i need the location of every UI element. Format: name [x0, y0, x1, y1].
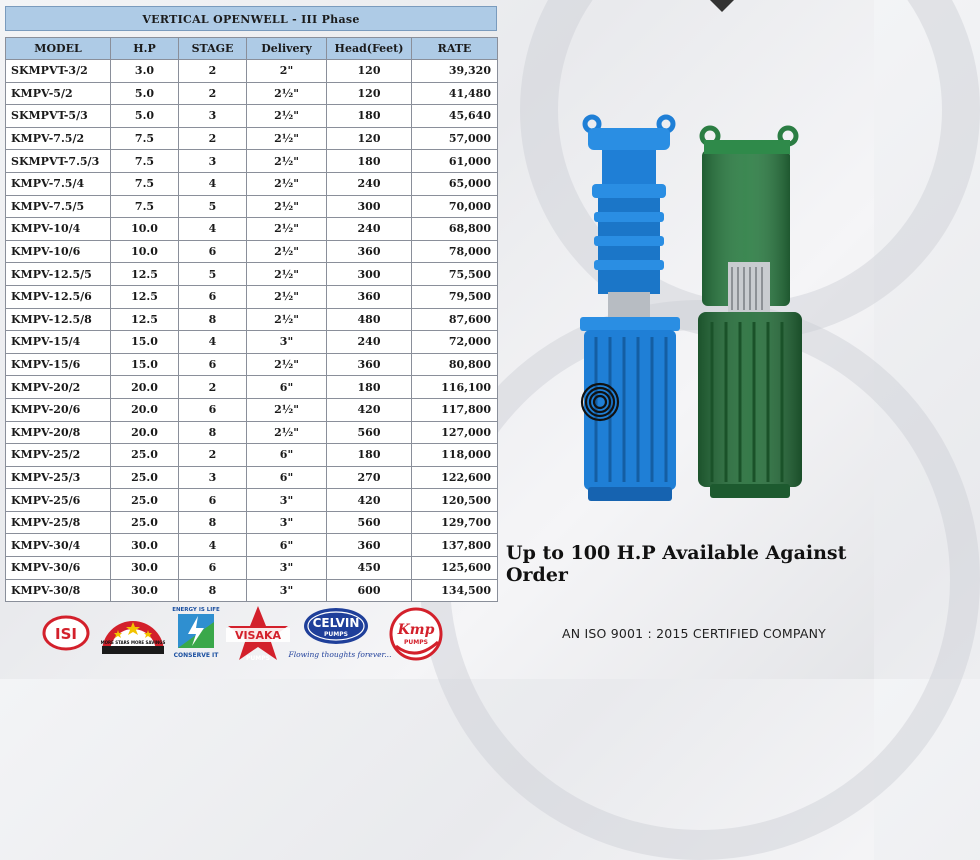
- table-row: [6, 285, 498, 308]
- cell-rate: 61,000: [412, 150, 498, 173]
- cell-rate: 68,800: [412, 218, 498, 241]
- svg-text:CONSERVE IT: CONSERVE IT: [173, 652, 219, 659]
- cell-hp: 5.0: [111, 105, 179, 128]
- cell-model: KMPV-25/8: [6, 511, 111, 534]
- cell-head: 480: [327, 308, 412, 331]
- header-model: MODEL: [6, 38, 111, 60]
- cell-hp: 7.5: [111, 127, 179, 150]
- cell-hp: 12.5: [111, 263, 179, 286]
- cell-head: 180: [327, 444, 412, 467]
- svg-text:PUMPS: PUMPS: [324, 631, 348, 638]
- table-row: [6, 82, 498, 105]
- cell-stage: 2: [179, 127, 247, 150]
- brand-logos-strip: [40, 604, 460, 664]
- cell-head: 420: [327, 398, 412, 421]
- table-row: [6, 127, 498, 150]
- cell-delivery: 2½": [247, 240, 327, 263]
- cell-head: 600: [327, 579, 412, 602]
- cell-head: 560: [327, 511, 412, 534]
- cell-head: 450: [327, 557, 412, 580]
- blue-pump-image: [580, 117, 680, 501]
- cell-rate: 137,800: [412, 534, 498, 557]
- cell-rate: 122,600: [412, 466, 498, 489]
- green-pump-image: [698, 128, 802, 498]
- cell-model: KMPV-25/3: [6, 466, 111, 489]
- cell-model: KMPV-20/6: [6, 398, 111, 421]
- cell-delivery: 2": [247, 60, 327, 83]
- cell-rate: 116,100: [412, 376, 498, 399]
- cell-rate: 41,480: [412, 82, 498, 105]
- cell-head: 120: [327, 60, 412, 83]
- table-row: [6, 218, 498, 241]
- header-hp: H.P: [111, 38, 179, 60]
- pump-illustration: [570, 112, 810, 512]
- cell-delivery: 2½": [247, 263, 327, 286]
- cell-delivery: 2½": [247, 172, 327, 195]
- cell-model: KMPV-30/8: [6, 579, 111, 602]
- cell-model: KMPV-30/4: [6, 534, 111, 557]
- table-body: [6, 60, 498, 602]
- cell-rate: 39,320: [412, 60, 498, 83]
- table-row: [6, 195, 498, 218]
- table-row: [6, 444, 498, 467]
- cell-stage: 4: [179, 534, 247, 557]
- cell-head: 120: [327, 127, 412, 150]
- cell-hp: 20.0: [111, 398, 179, 421]
- price-table-panel: [5, 6, 497, 602]
- cell-model: KMPV-5/2: [6, 82, 111, 105]
- cell-hp: 25.0: [111, 511, 179, 534]
- cell-hp: 3.0: [111, 60, 179, 83]
- svg-text:Flowing thoughts forever...: Flowing thoughts forever...: [288, 650, 392, 659]
- cell-delivery: 6": [247, 376, 327, 399]
- cell-head: 300: [327, 263, 412, 286]
- cell-hp: 30.0: [111, 557, 179, 580]
- cell-head: 240: [327, 218, 412, 241]
- cell-hp: 15.0: [111, 331, 179, 354]
- cell-delivery: 2½": [247, 421, 327, 444]
- header-rate: RATE: [412, 38, 498, 60]
- cell-model: KMPV-10/6: [6, 240, 111, 263]
- cell-delivery: 2½": [247, 150, 327, 173]
- cell-delivery: 3": [247, 579, 327, 602]
- cell-hp: 10.0: [111, 240, 179, 263]
- cell-stage: 6: [179, 489, 247, 512]
- header-stage: STAGE: [179, 38, 247, 60]
- cell-model: KMPV-15/6: [6, 353, 111, 376]
- cell-model: KMPV-7.5/2: [6, 127, 111, 150]
- cell-hp: 7.5: [111, 172, 179, 195]
- cell-delivery: 2½": [247, 105, 327, 128]
- cell-delivery: 2½": [247, 285, 327, 308]
- cell-delivery: 3": [247, 511, 327, 534]
- star-rating-logo: [98, 608, 168, 656]
- cell-stage: 8: [179, 511, 247, 534]
- table-row: [6, 60, 498, 83]
- table-row: [6, 557, 498, 580]
- cell-head: 240: [327, 172, 412, 195]
- svg-text:VISAKA: VISAKA: [234, 629, 282, 642]
- visaka-pumps-logo: [222, 604, 294, 662]
- cell-delivery: 6": [247, 444, 327, 467]
- cell-model: KMPV-7.5/5: [6, 195, 111, 218]
- cell-stage: 3: [179, 466, 247, 489]
- cell-rate: 75,500: [412, 263, 498, 286]
- header-head: Head(Feet): [327, 38, 412, 60]
- svg-text:ISI: ISI: [55, 625, 77, 643]
- cell-stage: 2: [179, 60, 247, 83]
- cell-model: KMPV-10/4: [6, 218, 111, 241]
- cell-rate: 134,500: [412, 579, 498, 602]
- cell-rate: 45,640: [412, 105, 498, 128]
- cell-head: 270: [327, 466, 412, 489]
- svg-text:PUMPS: PUMPS: [404, 639, 428, 646]
- cell-stage: 6: [179, 240, 247, 263]
- cell-head: 180: [327, 105, 412, 128]
- cell-hp: 25.0: [111, 466, 179, 489]
- cell-head: 120: [327, 82, 412, 105]
- cell-hp: 10.0: [111, 218, 179, 241]
- cell-delivery: 6": [247, 466, 327, 489]
- cell-rate: 57,000: [412, 127, 498, 150]
- table-row: [6, 331, 498, 354]
- cell-model: KMPV-20/2: [6, 376, 111, 399]
- table-row: [6, 579, 498, 602]
- cell-hp: 20.0: [111, 376, 179, 399]
- cell-stage: 8: [179, 579, 247, 602]
- cell-stage: 8: [179, 308, 247, 331]
- cell-stage: 6: [179, 285, 247, 308]
- cell-rate: 118,000: [412, 444, 498, 467]
- cell-stage: 4: [179, 172, 247, 195]
- table-row: [6, 421, 498, 444]
- celvin-pumps-logo: [288, 606, 392, 662]
- table-row: [6, 466, 498, 489]
- cell-model: SKMPVT-3/2: [6, 60, 111, 83]
- cell-model: KMPV-20/8: [6, 421, 111, 444]
- table-row: [6, 308, 498, 331]
- cell-model: KMPV-12.5/6: [6, 285, 111, 308]
- cell-model: SKMPVT-7.5/3: [6, 150, 111, 173]
- cell-head: 300: [327, 195, 412, 218]
- svg-text:PUMPS: PUMPS: [246, 655, 270, 662]
- cell-model: KMPV-15/4: [6, 331, 111, 354]
- cell-head: 360: [327, 534, 412, 557]
- svg-text:MORE STARS MORE SAVINGS: MORE STARS MORE SAVINGS: [100, 640, 166, 645]
- cell-stage: 8: [179, 421, 247, 444]
- cell-stage: 2: [179, 376, 247, 399]
- table-row: [6, 534, 498, 557]
- table-row: [6, 398, 498, 421]
- svg-text:Kmp: Kmp: [397, 622, 435, 638]
- cell-hp: 7.5: [111, 150, 179, 173]
- table-row: [6, 172, 498, 195]
- cell-hp: 5.0: [111, 82, 179, 105]
- table-row: [6, 489, 498, 512]
- table-row: [6, 150, 498, 173]
- cell-stage: 3: [179, 105, 247, 128]
- cell-delivery: 2½": [247, 308, 327, 331]
- cell-head: 240: [327, 331, 412, 354]
- cell-rate: 120,500: [412, 489, 498, 512]
- cell-delivery: 2½": [247, 353, 327, 376]
- cell-rate: 65,000: [412, 172, 498, 195]
- cell-stage: 2: [179, 82, 247, 105]
- cell-delivery: 2½": [247, 82, 327, 105]
- cell-stage: 3: [179, 150, 247, 173]
- cell-hp: 12.5: [111, 285, 179, 308]
- cell-head: 180: [327, 150, 412, 173]
- cell-model: SKMPVT-5/3: [6, 105, 111, 128]
- cell-hp: 25.0: [111, 489, 179, 512]
- table-row: [6, 376, 498, 399]
- cell-stage: 6: [179, 398, 247, 421]
- kmp-pumps-logo: [386, 606, 448, 662]
- cell-model: KMPV-12.5/5: [6, 263, 111, 286]
- cell-delivery: 3": [247, 489, 327, 512]
- cell-model: KMPV-7.5/4: [6, 172, 111, 195]
- cell-rate: 125,600: [412, 557, 498, 580]
- cell-rate: 127,000: [412, 421, 498, 444]
- cell-hp: 7.5: [111, 195, 179, 218]
- cell-hp: 30.0: [111, 534, 179, 557]
- cell-model: KMPV-25/6: [6, 489, 111, 512]
- cell-delivery: 2½": [247, 218, 327, 241]
- cell-rate: 129,700: [412, 511, 498, 534]
- svg-text:CELVIN: CELVIN: [312, 616, 360, 630]
- cell-delivery: 2½": [247, 195, 327, 218]
- cell-hp: 25.0: [111, 444, 179, 467]
- cell-hp: 15.0: [111, 353, 179, 376]
- price-table: [5, 37, 498, 602]
- cell-rate: 79,500: [412, 285, 498, 308]
- cell-head: 360: [327, 240, 412, 263]
- cell-rate: 87,600: [412, 308, 498, 331]
- cell-stage: 4: [179, 331, 247, 354]
- corner-mark: [710, 0, 734, 12]
- cell-stage: 5: [179, 263, 247, 286]
- cell-delivery: 6": [247, 534, 327, 557]
- svg-text:ENERGY IS LIFE: ENERGY IS LIFE: [172, 607, 220, 613]
- availability-tagline: Up to 100 H.P Available Against Order: [506, 542, 847, 586]
- cell-hp: 30.0: [111, 579, 179, 602]
- energy-conserve-logo: [174, 604, 218, 660]
- table-row: [6, 263, 498, 286]
- cell-stage: 5: [179, 195, 247, 218]
- cell-rate: 70,000: [412, 195, 498, 218]
- cell-stage: 2: [179, 444, 247, 467]
- cell-hp: 20.0: [111, 421, 179, 444]
- cell-delivery: 3": [247, 557, 327, 580]
- table-row: [6, 240, 498, 263]
- table-row: [6, 353, 498, 376]
- cell-delivery: 2½": [247, 127, 327, 150]
- cell-stage: 4: [179, 218, 247, 241]
- cell-stage: 6: [179, 353, 247, 376]
- cell-delivery: 2½": [247, 398, 327, 421]
- cell-delivery: 3": [247, 331, 327, 354]
- isi-logo: [42, 614, 90, 652]
- cell-head: 180: [327, 376, 412, 399]
- table-row: [6, 105, 498, 128]
- table-header-row: [6, 38, 498, 60]
- cell-head: 420: [327, 489, 412, 512]
- cell-model: KMPV-25/2: [6, 444, 111, 467]
- iso-certification-text: AN ISO 9001 : 2015 CERTIFIED COMPANY: [562, 626, 826, 641]
- cell-model: KMPV-12.5/8: [6, 308, 111, 331]
- cell-model: KMPV-30/6: [6, 557, 111, 580]
- cell-stage: 6: [179, 557, 247, 580]
- cell-hp: 12.5: [111, 308, 179, 331]
- cell-rate: 80,800: [412, 353, 498, 376]
- header-delivery: Delivery: [247, 38, 327, 60]
- cell-head: 360: [327, 353, 412, 376]
- cell-head: 360: [327, 285, 412, 308]
- cell-rate: 72,000: [412, 331, 498, 354]
- table-row: [6, 511, 498, 534]
- cell-rate: 78,000: [412, 240, 498, 263]
- cell-head: 560: [327, 421, 412, 444]
- cell-rate: 117,800: [412, 398, 498, 421]
- table-title: VERTICAL OPENWELL - III Phase: [5, 6, 497, 31]
